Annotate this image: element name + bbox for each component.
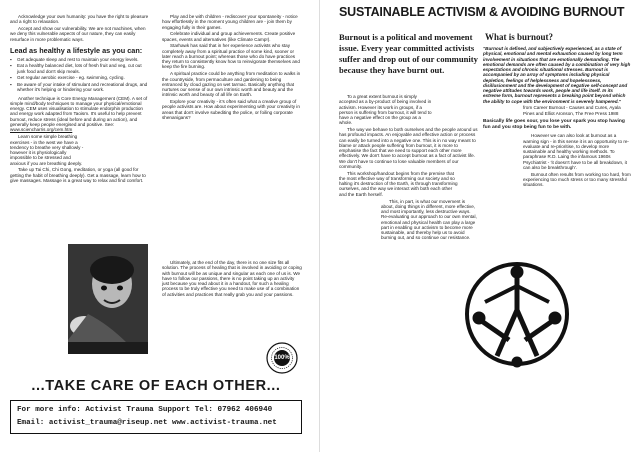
left-panel bbox=[10, 4, 302, 448]
cem-link[interactable]: www.sciencharris.org/cem.htm bbox=[10, 127, 73, 133]
paragraph: To a great extent burnout is simply accepted as a by-product of being involved in activism. However its work in groups, if a person is suffering from burnout, it will tend to have a negative effect on the group as a whole. bbox=[339, 94, 432, 126]
paragraph: The way we behave to both ourselves and the people around us has profound impacts. An enjoyable and effective action or process can easily be turned into a negative one. This is in no way meant to blame or attack people suffering from burnout, it is more to emphasise the fact that we need to support each other more effectively. We don't have to accept burnout as a fact of activist life. We don't have to continue to lose valuable members of our community. bbox=[339, 127, 478, 169]
list-item: ▪ Get regular aerobic exercise - eg. swimming, cycling. bbox=[17, 75, 150, 80]
quote-source: from Career Burnout - Causes and Cures, Ayala Pines and Elliot Aronson, The Free Press 1988 bbox=[523, 105, 621, 116]
recycled-seal-icon bbox=[266, 342, 298, 374]
take-care-banner: ...TAKE CARE OF EACH OTHER... bbox=[31, 378, 281, 394]
list-item: ▪ Be aware of your intake of stimulant and recreational drugs, and whether it's helping or hindering your work. bbox=[17, 82, 150, 93]
page-fold-divider bbox=[319, 0, 320, 452]
left-column-2-bottom bbox=[120, 260, 302, 298]
contact-phone-line: For more info: Activist Trauma Support Tel: 07962 406940 bbox=[17, 406, 273, 414]
paragraph: A spiritual practice could be anything from meditation to walks in the countryside, from permaculture and gardening to being entranced by cloud gazing on wet tarmac. Basically anything that nurtures our sense of our own intrinsic worth and beauty and the intrinsic worth and beauty of all life on Earth. bbox=[162, 71, 301, 98]
right-column-1 bbox=[339, 94, 479, 242]
paragraph: Play and be with children - rediscover your spontaneity - notice how effortlessly in the moment young children are - join them by engaging fully in their games. bbox=[162, 14, 298, 30]
taichi-paragraph: Take up Tai Chi, Chi Gong, meditation, or yoga (all good for getting the habit of breathing deeply). Get a massage, learn how to give massages. Massage is a great way to relax and find comfort. bbox=[10, 167, 146, 183]
paragraph: Celebrate individual and group achievements. Create positive spaces, events and alternatives (like Climate Camp!). bbox=[162, 31, 296, 42]
paragraph: However we can also look at burnout as a warning sign - in this sense it is an opportunity to re-evaluate and re-prioritise, to develop more sustainable and healthy working methods. To paraphrase R.D. Laing the infamous 1960s Psychiatrist - 'it doesn't have to be all breakdown, it can also be breakthrough'. bbox=[523, 133, 629, 170]
bold-summary: Basically life goes sour, you lose your spark you stop having fun and you stop being fun to be with. bbox=[483, 118, 625, 130]
healthy-lifestyle-heading: Lead as healthy a lifestyle as you can: bbox=[10, 45, 143, 55]
what-is-burnout-heading: What is burnout? bbox=[485, 32, 554, 42]
paragraph: Starhawk has said that in her experience activists who stay completely away from a spiritual practice of some kind, sooner or later reach a burnout point; whereas those who do have practices they return to consistently know how to reinvigorate themselves and keep the fire burning. bbox=[162, 43, 300, 70]
cem-paragraph: Another technique is Core Energy Management (CEM). A set of simple mind/body techniques to manage your physical/emotional energy. CEM uses visualisation to stimulate endorphin production and energy work adapted from Taoism. It's useful to help prevent burnout, reduce stress (ideal before and during an action), and generally keep people energised and positive. See: www.sciencharris.org/cem.htm bbox=[10, 95, 148, 133]
healthy-lifestyle-list bbox=[17, 57, 150, 93]
right-panel bbox=[337, 4, 633, 448]
seal-text: 100% bbox=[274, 355, 290, 361]
intro-statement: Burnout is a political and movement issue. Every year committed activists suffer and drop out of our community because they have burnt out. bbox=[339, 32, 478, 75]
list-item: ▪ Get adequate sleep and rest to maintain your energy levels. bbox=[17, 57, 150, 62]
paragraph: Accept and show our vulnerability. We are not machines, when we deny this vulnerable aspects of our nature, they can easily resurface in more problematic ways. bbox=[10, 26, 146, 42]
burnout-definition-quote: "Burnout is defined, and subjectively experienced, as a state of physical, emotional and mental exhaustion caused by long term involvement in situations that are emotionally demanding. The emotional demands are often caused by a combination of very high expectations and chronic situational stresses. Burnout is accompanied by an array of symptoms including physical depletion, feelings of helplessness and hopelessness, disillusionment and the development of negative self-concept and negative attitudes towards work, people and life itself. In its extreme form, burnout represents a breaking point beyond which the ability to cope with the environment is severely hampered." bbox=[483, 46, 631, 104]
page-title: SUSTAINABLE ACTIVISM & AVOIDING BURNOUT bbox=[339, 5, 625, 19]
paragraph: Burnout often results from working too hard, from experiencing too much stress or too many stressful situations. bbox=[523, 171, 631, 188]
breathing-paragraph: Learn some simple breathing exercises - in the west we have a tendency to breathe very shallowly - however it is physiologically impossible to be stressed and anxious if you are breathing deeply. bbox=[10, 134, 84, 166]
contact-email-line[interactable]: Email: activist_trauma@riseup.net www.activist-trauma.net bbox=[17, 419, 277, 427]
paragraph: Ultimately, at the end of the day, there is no one size fits all solution. The process of healing that is involved in avoiding or coping with burnout will be as unique and singular as each one of us is. We have to follow our passions, there is no point taking up an activity just because you read about it in a handout, for such a healing process to be truly effective you need to make use of a combination of activities and practices that really grab you and your passions. bbox=[162, 260, 302, 297]
left-column-2 bbox=[162, 14, 302, 122]
right-column-2 bbox=[483, 46, 631, 189]
paragraph: This, in part, is what our movement is about, doing things in different, more effective, and most importantly, less destructive ways. Re-evaluating our approach to our own mental, emotional and physical health can play a large part in enabling our activism to become more sustainable, and thereby help us to avoid burning out, and so continue our resistance. bbox=[381, 198, 477, 241]
contact-box bbox=[10, 400, 302, 434]
list-item: ▪ Eat a healthy balanced diet, lots of fresh fruit and veg, cut out junk food and don't skip meals. bbox=[17, 63, 150, 74]
figures-circle-illustration bbox=[457, 252, 577, 377]
paragraph: This workshop/handout begins from the premise that the most effective way of transforming our society and so halting it's destruction of the Earth, is through transforming ourselves, and the way we interact with both each other and the Earth herself. bbox=[339, 170, 458, 197]
left-column-1 bbox=[10, 14, 150, 185]
paragraph: Explore your creativity - it's often said what a creative group of people activists are. How about experimenting with your creativity in areas that don't involve subediting the police, or foiling corporate shenanigans? bbox=[162, 99, 300, 120]
paragraph: Acknowledge your own humanity: you have the right to pleasure and a right to relaxation. bbox=[10, 14, 149, 25]
